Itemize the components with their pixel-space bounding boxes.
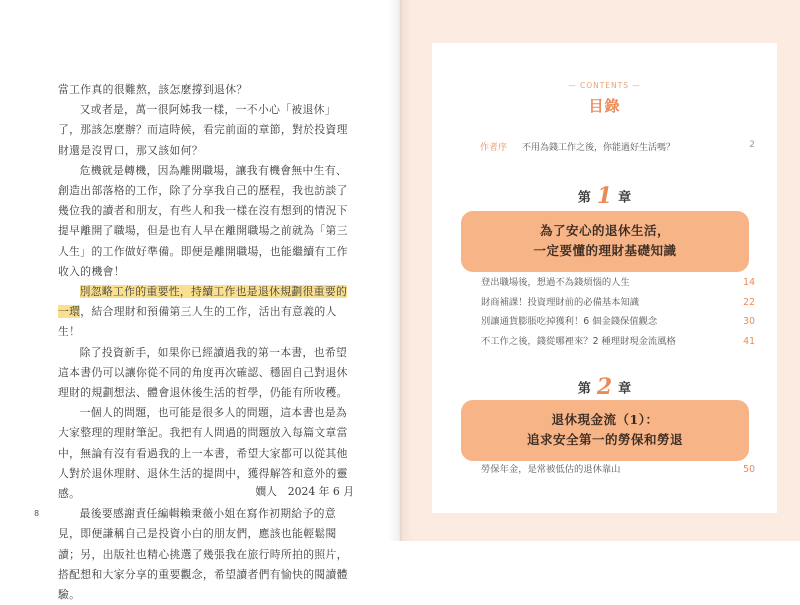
toc-entry[interactable] bbox=[475, 332, 755, 352]
chapter-number: 2 bbox=[596, 374, 613, 400]
chapter-suffix: 章 bbox=[618, 190, 632, 206]
paragraph: 又或者是，萬一很阿姊我一樣，一不小心「被退休」了，那該怎麼辦？而這時候，看完前面的章節，對於投資理財還是沒胃口，那又該如何？ bbox=[58, 103, 348, 157]
paragraph: 最後要感謝責任編輯賴秉薇小姐在寫作初期給予的意見，即便謙稱自己是投資小白的朋友們，應該也能輕鬆閱讀；另，出版社也精心挑選了幾張我在旅行時所拍的照片，搭配想和大家分享的重要觀念，希望讀者們有愉快的閱讀體驗。 bbox=[58, 507, 348, 602]
page-ref: 2 bbox=[749, 140, 755, 150]
preface-body-text bbox=[58, 80, 356, 605]
chapter-2-entries bbox=[475, 460, 755, 480]
table-of-contents bbox=[432, 43, 777, 513]
page-ref: 30 bbox=[743, 316, 755, 327]
chapter-2-title-banner[interactable] bbox=[461, 400, 749, 461]
toc-title: 目錄 bbox=[588, 97, 621, 115]
toc-entry[interactable] bbox=[475, 312, 755, 332]
contents-label: — CONTENTS — bbox=[568, 81, 641, 90]
paragraph bbox=[58, 282, 356, 343]
paragraph: 當工作真的很難熬，該怎麼撐到退休？ bbox=[58, 83, 248, 96]
entry-title: 登出職場後，想過不為錢煩惱的人生 bbox=[481, 277, 630, 288]
chapter-prefix: 第 bbox=[577, 381, 591, 397]
paragraph: 危機就是轉機，因為離開職場，讓我有機會無中生有、創造出部落格的工作，除了分享我自己的歷程，我也訪談了幾位我的讀者和朋友，有些人和我一樣在沒有想到的情況下提早離開了職場，但是也有人早在離開職場之前就為「第三人生」的工作做好準備。即便是離開職場，也能繼續有工作收入的機會！ bbox=[58, 163, 348, 278]
page-number: 8 bbox=[34, 509, 40, 518]
chapter-number: 1 bbox=[596, 183, 613, 209]
right-page bbox=[400, 0, 800, 541]
toc-entry[interactable] bbox=[475, 273, 755, 293]
chapter-1-title-banner[interactable] bbox=[461, 211, 749, 272]
preface-label: 作者序 bbox=[480, 143, 508, 153]
entry-title: 別讓通貨膨脹吃掉獲利！6 個金錢保值觀念 bbox=[481, 316, 658, 327]
chapter-title-line: 為了安心的退休生活， bbox=[539, 223, 670, 238]
author-signature: 嫺人 2024 年 6 月 bbox=[255, 485, 354, 498]
entry-title: 勞保年金，是常被低估的退休靠山 bbox=[481, 464, 621, 475]
page-ref: 22 bbox=[743, 296, 755, 308]
chapter-title-line: 退休現金流（1）： bbox=[551, 412, 659, 427]
chapter-title-line: 追求安全第一的勞保和勞退 bbox=[526, 432, 683, 447]
page-ref: 50 bbox=[743, 464, 755, 475]
toc-entry-preface[interactable] bbox=[480, 140, 755, 154]
preface-title: 不用為錢工作之後，你能過好生活嗎？ bbox=[522, 143, 676, 153]
chapter-title-line: 一定要懂的理財基礎知識 bbox=[533, 243, 677, 258]
book-gutter-shadow bbox=[388, 0, 412, 541]
paragraph: 除了投資新手，如果你已經讀過我的第一本書，也希望這本書仍可以讓你從不同的角度再次確認、穩固自己對退休理財的規劃想法、體會退休後生活的哲學，仍能有所收穫。 bbox=[58, 345, 348, 400]
paragraph-rest: ，結合理財和預備第三人生的工作，活出有意義的人生！ bbox=[58, 305, 337, 339]
chapter-1-heading bbox=[432, 183, 777, 209]
entry-title: 財商補課！投資理財前的必備基本知識 bbox=[481, 296, 640, 308]
left-page bbox=[0, 0, 400, 602]
paragraph: 一個人的問題，也可能是很多人的問題，這本書也是為大家整理的理財筆記。我把有人問過的問題放入每篇文章當中，無論有沒有看過我的上一本書，希望大家都可以從其他人對於退休理財、退休生活的提問中，獲得解答和意外的靈感。 bbox=[58, 406, 348, 501]
chapter-1-entries bbox=[475, 273, 755, 351]
highlighted-sentence: 別忽略工作的重要性，持續工作也是退休規劃很重要的一環 bbox=[58, 285, 348, 319]
toc-entry[interactable] bbox=[475, 293, 755, 313]
chapter-suffix: 章 bbox=[618, 381, 632, 397]
chapter-2-heading bbox=[432, 374, 777, 400]
chapter-prefix: 第 bbox=[577, 190, 591, 206]
page-ref: 41 bbox=[743, 335, 755, 347]
toc-entry[interactable] bbox=[475, 460, 755, 480]
page-ref: 14 bbox=[743, 277, 755, 288]
entry-title: 不工作之後，錢從哪裡來？2 種理財現金流風格 bbox=[481, 335, 676, 347]
